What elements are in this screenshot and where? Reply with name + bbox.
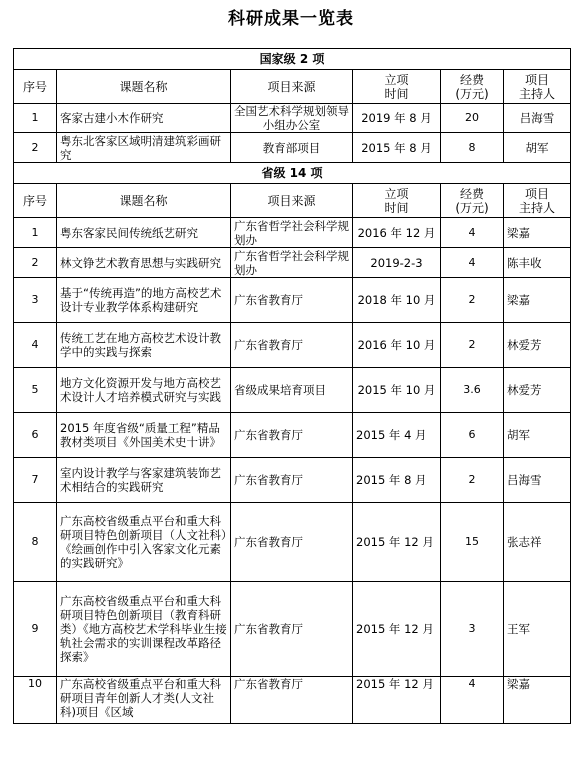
section-row-national [14, 49, 571, 70]
header-cell-source: 项目来源 [231, 70, 353, 104]
cell-index: 9 [14, 582, 57, 677]
header-cell-host [504, 70, 571, 104]
cell-source: 广东省教育厅 [231, 582, 353, 677]
cell-fund: 3.6 [441, 368, 504, 413]
header-cell-topic: 课题名称 [57, 184, 231, 218]
section-heading-national: 国家级 2 项 [14, 49, 571, 70]
cell-host: 王军 [504, 582, 571, 677]
cell-topic: 粤东北客家区域明清建筑彩画研究 [57, 133, 231, 163]
header-row-provincial [14, 184, 571, 218]
header-cell-fund [441, 70, 504, 104]
cell-source: 广东省哲学社会科学规划办 [231, 218, 353, 248]
cell-date: 2015 年 12 月 [353, 503, 441, 582]
cell-index: 6 [14, 413, 57, 458]
table-row [14, 278, 571, 323]
cell-index: 3 [14, 278, 57, 323]
cell-source: 广东省教育厅 [231, 503, 353, 582]
cell-host: 梁嘉 [504, 677, 571, 724]
cell-fund: 15 [441, 503, 504, 582]
cell-source: 省级成果培育项目 [231, 368, 353, 413]
header-cell-date [353, 70, 441, 104]
cell-fund: 2 [441, 278, 504, 323]
header-date-line2: 时间 [384, 86, 409, 101]
cell-date: 2015 年 8 月 [353, 458, 441, 503]
cell-source: 广东省哲学社会科学规划办 [231, 248, 353, 278]
cell-host: 梁嘉 [504, 218, 571, 248]
table-row [14, 677, 571, 724]
cell-fund: 3 [441, 582, 504, 677]
cell-date: 2015 年 12 月 [353, 582, 441, 677]
cell-date: 2019 年 8 月 [353, 104, 441, 133]
cell-topic: 室内设计教学与客家建筑装饰艺术相结合的实践研究 [57, 458, 231, 503]
cell-date: 2018 年 10 月 [353, 278, 441, 323]
document-title: 科研成果一览表 [228, 9, 354, 29]
header-cell-index: 序号 [14, 184, 57, 218]
header-row-national [14, 70, 571, 104]
cell-source: 广东省教育厅 [231, 413, 353, 458]
cell-topic: 2015 年度省级“质量工程”精品教材类项目《外国美术史十讲》 [57, 413, 231, 458]
section-row-provincial [14, 163, 571, 184]
cell-topic: 广东高校省级重点平台和重大科研项目青年创新人才类(人文社科)项目《区域 [57, 677, 231, 724]
cell-index: 10 [14, 677, 57, 724]
table-row [14, 323, 571, 368]
header-fund-line2: (万元) [455, 86, 489, 101]
cell-source: 广东省教育厅 [231, 458, 353, 503]
cell-fund: 4 [441, 248, 504, 278]
table-row [14, 218, 571, 248]
cell-fund: 2 [441, 458, 504, 503]
header-cell-index: 序号 [14, 70, 57, 104]
cell-index: 2 [14, 248, 57, 278]
table-row [14, 248, 571, 278]
cell-topic: 地方文化资源开发与地方高校艺术设计人才培养模式研究与实践 [57, 368, 231, 413]
cell-host: 胡军 [504, 133, 571, 163]
cell-host: 梁嘉 [504, 278, 571, 323]
cell-source: 广东省教育厅 [231, 677, 353, 724]
cell-date: 2015 年 10 月 [353, 368, 441, 413]
header-host-line1: 项目 [524, 186, 549, 201]
cell-fund: 20 [441, 104, 504, 133]
header-date-line2: 时间 [384, 200, 409, 215]
table-row [14, 503, 571, 582]
cell-fund: 8 [441, 133, 504, 163]
table-row [14, 458, 571, 503]
cell-host: 吕海雪 [504, 104, 571, 133]
cell-host: 林爱芳 [504, 323, 571, 368]
cell-fund: 6 [441, 413, 504, 458]
cell-source: 教育部项目 [231, 133, 353, 163]
cell-host: 张志祥 [504, 503, 571, 582]
header-fund-line2: (万元) [455, 200, 489, 215]
cell-source: 广东省教育厅 [231, 278, 353, 323]
header-cell-source: 项目来源 [231, 184, 353, 218]
cell-fund: 4 [441, 677, 504, 724]
cell-date: 2019-2-3 [353, 248, 441, 278]
table-row [14, 104, 571, 133]
cell-host: 陈丰收 [504, 248, 571, 278]
cell-index: 2 [14, 133, 57, 163]
research-results-table [13, 48, 571, 724]
header-fund-line1: 经费 [459, 186, 484, 201]
section-heading-provincial: 省级 14 项 [14, 163, 571, 184]
cell-topic: 传统工艺在地方高校艺术设计教学中的实践与探索 [57, 323, 231, 368]
header-cell-date [353, 184, 441, 218]
cell-index: 1 [14, 218, 57, 248]
header-date-line1: 立项 [384, 72, 409, 87]
cell-topic: 粤东客家民间传统纸艺研究 [57, 218, 231, 248]
header-host-line2: 主持人 [518, 86, 555, 101]
header-fund-line1: 经费 [459, 72, 484, 87]
cell-date: 2015 年 12 月 [353, 677, 441, 724]
cell-topic: 林文铮艺术教育思想与实践研究 [57, 248, 231, 278]
cell-index: 8 [14, 503, 57, 582]
cell-date: 2016 年 10 月 [353, 323, 441, 368]
table-row [14, 413, 571, 458]
cell-host: 胡军 [504, 413, 571, 458]
cell-topic: 客家古建小木作研究 [57, 104, 231, 133]
cell-topic: 广东高校省级重点平台和重大科研项目特色创新项目（人文社科）《绘画创作中引入客家文化元素的实践研究》 [57, 503, 231, 582]
cell-source: 广东省教育厅 [231, 323, 353, 368]
cell-index: 4 [14, 323, 57, 368]
cell-index: 1 [14, 104, 57, 133]
header-cell-topic: 课题名称 [57, 70, 231, 104]
header-host-line1: 项目 [524, 72, 549, 87]
cell-host: 林爱芳 [504, 368, 571, 413]
table-row [14, 133, 571, 163]
cell-date: 2016 年 12 月 [353, 218, 441, 248]
header-date-line1: 立项 [384, 186, 409, 201]
table-row [14, 368, 571, 413]
cell-topic: 广东高校省级重点平台和重大科研项目特色创新项目（教育科研类）《地方高校艺术学科毕业生接轨社会需求的实训课程改革路径探索》 [57, 582, 231, 677]
cell-host: 吕海雪 [504, 458, 571, 503]
cell-fund: 4 [441, 218, 504, 248]
table-row [14, 582, 571, 677]
cell-index: 5 [14, 368, 57, 413]
header-cell-host [504, 184, 571, 218]
cell-fund: 2 [441, 323, 504, 368]
cell-topic: 基于“传统再造”的地方高校艺术设计专业教学体系构建研究 [57, 278, 231, 323]
cell-source: 全国艺术科学规划领导小组办公室 [231, 104, 353, 133]
cell-index: 7 [14, 458, 57, 503]
cell-date: 2015 年 8 月 [353, 133, 441, 163]
header-cell-fund [441, 184, 504, 218]
cell-date: 2015 年 4 月 [353, 413, 441, 458]
header-host-line2: 主持人 [518, 200, 555, 215]
